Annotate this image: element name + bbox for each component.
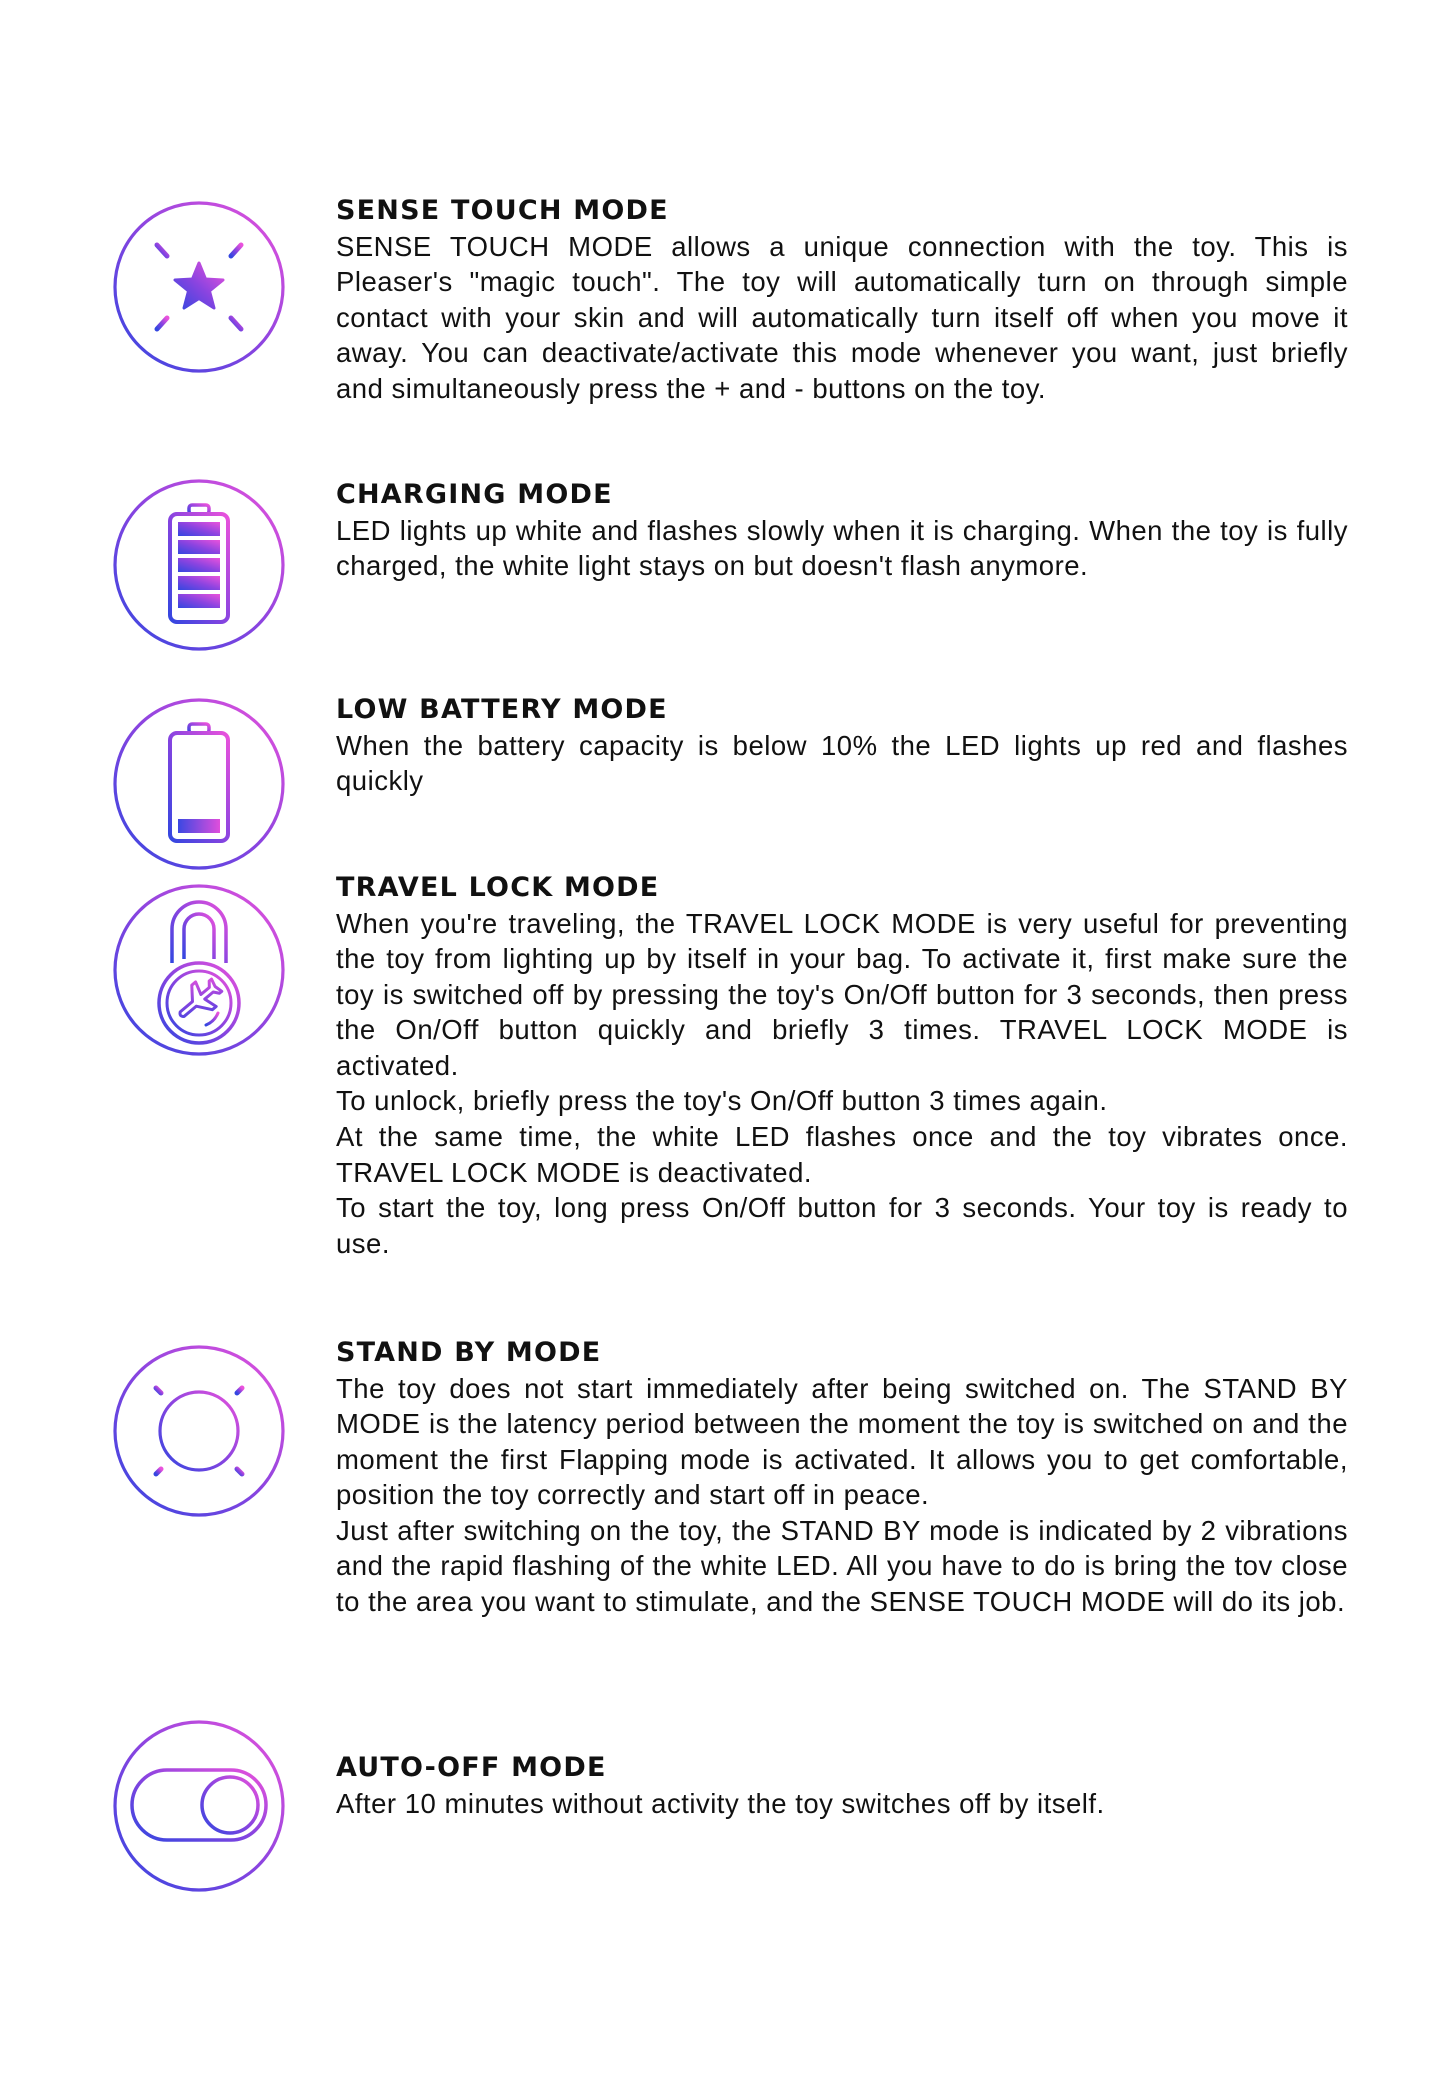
section-paragraph: The toy does not start immediately after being switched on. The STAND BY MODE is the latency period between the moment the toy is switched on and the moment the first Flapping mode is activated. It allows you to get comfortable, position the toy correctly and start off in peace. <box>336 1372 1348 1511</box>
section-paragraph: Just after switching on the toy, the STAND BY mode is indicated by 2 vibrations and the rapid flashing of the white LED. All you have to do is bring the tov close to the area you want to stimulate, and the SENSE TOUCH MODE will do its job. <box>336 1514 1348 1618</box>
sparkle-star-icon <box>112 200 286 374</box>
section-paragraph: To start the toy, long press On/Off button for 3 seconds. Your toy is ready to use. <box>336 1192 1348 1259</box>
battery-low-icon <box>112 697 286 871</box>
section-title: TRAVEL LOCK MODE <box>336 872 660 903</box>
section-paragraph: To unlock, briefly press the toy's On/Off button 3 times again. <box>336 1085 1108 1117</box>
section-title: STAND BY MODE <box>336 1337 602 1368</box>
section-paragraph: SENSE TOUCH MODE allows a unique connection with the toy. This is Pleaser's "magic touch". The toy will automatically turn on through simple contact with your skin and will automatically turn itself off when you move it away. You can deactivate/activate this mode whenever you want, just briefly and simultaneously press the + and - buttons on the toy. <box>336 230 1348 404</box>
section-paragraph: At the same time, the white LED flashes once and the toy vibrates once. TRAVEL LOCK MODE is deactivated. <box>336 1121 1348 1188</box>
standby-icon <box>112 1344 286 1518</box>
section-paragraph: When the battery capacity is below 10% the LED lights up red and flashes quickly <box>336 729 1348 797</box>
section-stand-by <box>336 1335 1348 1620</box>
section-title: LOW BATTERY MODE <box>336 694 668 725</box>
section-title: CHARGING MODE <box>336 479 613 510</box>
section-title: AUTO-OFF MODE <box>336 1752 607 1783</box>
section-auto-off <box>336 1750 1348 1821</box>
section-title: SENSE TOUCH MODE <box>336 195 669 226</box>
section-travel-lock <box>336 870 1348 1261</box>
section-paragraph: After 10 minutes without activity the toy switches off by itself. <box>336 1787 1105 1819</box>
travel-lock-icon <box>112 883 286 1057</box>
section-low-battery <box>336 692 1348 799</box>
battery-full-icon <box>112 478 286 652</box>
section-paragraph: When you're traveling, the TRAVEL LOCK MODE is very useful for preventing the toy from lighting up by itself in your bag. To activate it, first make sure the toy is switched off by pressing the toy's On/Off button for 3 seconds, then press the On/Off button quickly and briefly 3 times. TRAVEL LOCK MODE is activated. <box>336 907 1348 1081</box>
toggle-switch-icon <box>112 1719 286 1893</box>
section-sense-touch <box>336 193 1348 406</box>
section-charging <box>336 477 1348 584</box>
section-paragraph: LED lights up white and flashes slowly when it is charging. When the toy is fully charged, the white light stays on but doesn't flash anymore. <box>336 514 1348 582</box>
